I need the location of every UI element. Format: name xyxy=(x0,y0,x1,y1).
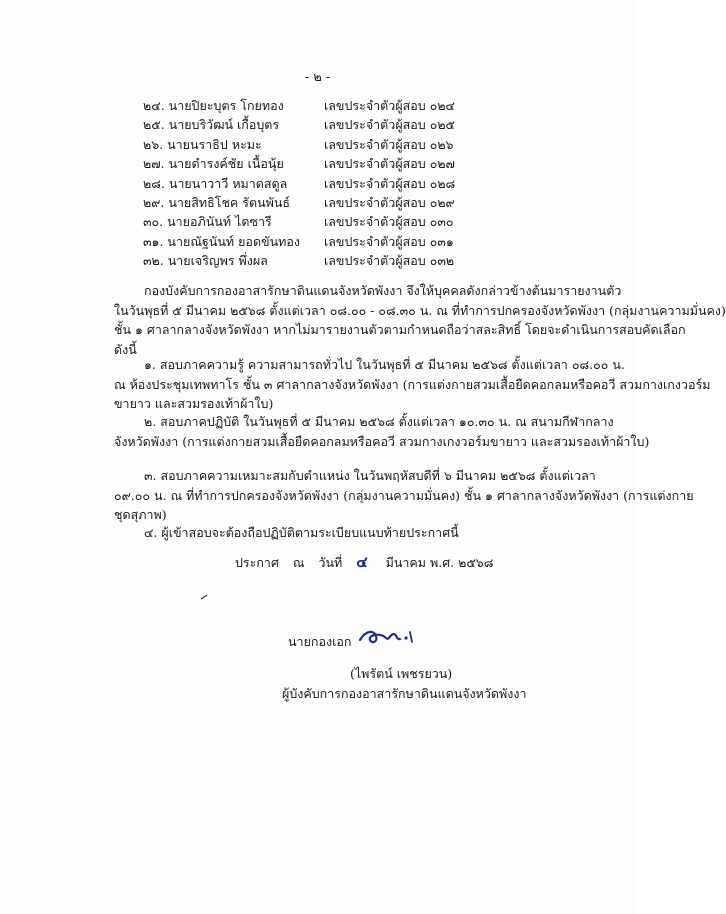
list-item xyxy=(143,154,503,173)
paragraph-line: ๐๙.๐๐ น. ณ ที่ทำการปกครองจังหวัดพังงา (กลุ่มงานความมั่นคง) ชั้น ๑ ศาลากลางจังหวัดพังงา (การแต่งกาย xyxy=(114,487,694,503)
paragraph-line: กองบังคับการกองอาสารักษาดินแดนจังหวัดพังงา จึงให้บุคคลดังกล่าวข้างต้นมารายงานตัว xyxy=(144,283,622,298)
signatory-title: ผู้บังคับการกองอาสารักษาดินแดนจังหวัดพังงา xyxy=(282,686,527,701)
candidate-id: เลขประจำตัวผู้สอบ ๐๒๙ xyxy=(324,194,455,210)
paragraph-line: ณ ห้องประชุมเทพทาโร ชั้น ๓ ศาลากลางจังหวัดพังงา (การแต่งกายสวมเสื้อยืดคอกลมหรือคอวี สวมกางเกงวอร์ม xyxy=(114,376,711,392)
candidate-id: เลขประจำตัวผู้สอบ ๐๒๘ xyxy=(324,175,456,191)
signatory-rank: นายกองเอก xyxy=(288,634,352,649)
candidate-id: เลขประจำตัวผู้สอบ ๐๓๐ xyxy=(324,214,454,230)
announcement-date xyxy=(235,552,503,573)
paragraph-line: ดังนี้ xyxy=(114,341,137,357)
candidate-id: เลขประจำตัวผู้สอบ ๐๓๑ xyxy=(324,233,454,249)
candidate-id: เลขประจำตัวผู้สอบ ๐๒๕ xyxy=(324,117,456,133)
candidate-id: เลขประจำตัวผู้สอบ ๐๒๔ xyxy=(324,98,456,113)
exam-item-2 xyxy=(114,412,650,451)
candidate-name: ๓๒. นายเจริญพร พึ่งผล xyxy=(143,253,268,269)
paragraph-line: ๒. สอบภาคปฏิบัติ ในวันพุธที่ ๕ มีนาคม ๒๕๖๘ ตั้งแต่เวลา ๑๐.๓๐ น. ณ สนามกีฬากลาง xyxy=(144,414,614,429)
list-item xyxy=(143,174,503,193)
list-item xyxy=(143,193,503,212)
candidate-name: ๒๕. นายบริวัฒน์ เกื้อบุตร xyxy=(143,117,280,133)
paragraph-line: ๓. สอบภาคความเหมาะสมกับตำแหน่ง ในวันพฤหัสบดีที่ ๖ มีนาคม ๒๕๖๘ ตั้งแต่เวลา xyxy=(144,468,596,483)
paragraph-line: ขายาว และสวมรองเท้าผ้าใบ) xyxy=(114,396,274,411)
list-item xyxy=(143,135,503,154)
at-word: ณ xyxy=(292,555,305,570)
paragraph-line: ชุดสุภาพ) xyxy=(114,507,167,522)
intro-paragraph xyxy=(114,281,726,359)
candidate-name: ๓๐. นายอภินันท์ ไดซารี xyxy=(143,214,272,230)
day-word: วันที่ xyxy=(318,555,343,570)
candidate-name: ๒๗. นายดำรงค์ชัย เนื้อนุ้ย xyxy=(143,156,284,172)
candidate-id: เลขประจำตัวผู้สอบ ๐๒๖ xyxy=(324,136,454,152)
paragraph-line: ๔. ผู้เข้าสอบจะต้องถือปฏิบัติตามระเบียบแนบท้ายประกาศนี้ xyxy=(144,525,459,540)
list-item xyxy=(143,251,503,270)
candidate-name: ๒๙. นายสิทธิโชค รัตนพันธ์ xyxy=(143,194,291,210)
signature-image xyxy=(356,622,420,650)
candidate-name: ๒๔. นายปิยะบุตร โกยทอง xyxy=(143,98,284,113)
candidate-name: ๒๘. นายนาวาวี หมาดสตูล xyxy=(143,175,288,191)
list-item xyxy=(143,96,503,115)
signatory-name: (ไพรัตน์ เพชรยวน) xyxy=(350,666,453,681)
candidate-list xyxy=(143,96,503,271)
ink-mark xyxy=(200,594,208,600)
announce-word: ประกาศ xyxy=(235,555,279,570)
candidate-name: ๒๖. นายนราธิป หะมะ xyxy=(143,136,262,152)
paragraph-line: จังหวัดพังงา (การแต่งกายสวมเสื้อยืดคอกลมหรือคอวี สวมกางเกงวอร์มขายาว และสวมรองเท้าผ้าใบ) xyxy=(114,433,650,449)
page-number: - ๒ - xyxy=(304,70,331,85)
candidate-id: เลขประจำตัวผู้สอบ ๐๓๒ xyxy=(324,253,455,269)
list-item xyxy=(143,212,503,231)
paragraph-line: ในวันพุธที่ ๕ มีนาคม ๒๕๖๘ ตั้งแต่เวลา ๐๘.๐๐ - ๐๘.๓๐ น. ณ ที่ทำการปกครองจังหวัดพังงา (กลุ่มงานความมั่นคง) xyxy=(114,302,726,318)
list-item xyxy=(143,115,503,134)
exam-item-1 xyxy=(114,355,711,414)
list-item xyxy=(143,232,503,251)
candidate-id: เลขประจำตัวผู้สอบ ๐๒๗ xyxy=(324,156,455,172)
month-year: มีนาคม พ.ศ. ๒๕๖๘ xyxy=(385,555,494,570)
exam-item-3 xyxy=(114,466,694,525)
paragraph-line: ชั้น ๑ ศาลากลางจังหวัดพังงา หากไม่มารายงานตัวตามกำหนดถือว่าสละสิทธิ์ โดยจะดำเนินการสอบคัดเลือก xyxy=(114,322,686,337)
paragraph-line: ๑. สอบภาคความรู้ ความสามารถทั่วไป ในวันพุธที่ ๕ มีนาคม ๒๕๖๘ ตั้งแต่เวลา ๐๘.๐๐ น. xyxy=(144,357,625,372)
candidate-name: ๓๑. นายณัฐนันท์ ยอดขันทอง xyxy=(143,233,301,249)
handwritten-day: ๔ xyxy=(356,553,368,571)
exam-item-4 xyxy=(114,523,509,543)
